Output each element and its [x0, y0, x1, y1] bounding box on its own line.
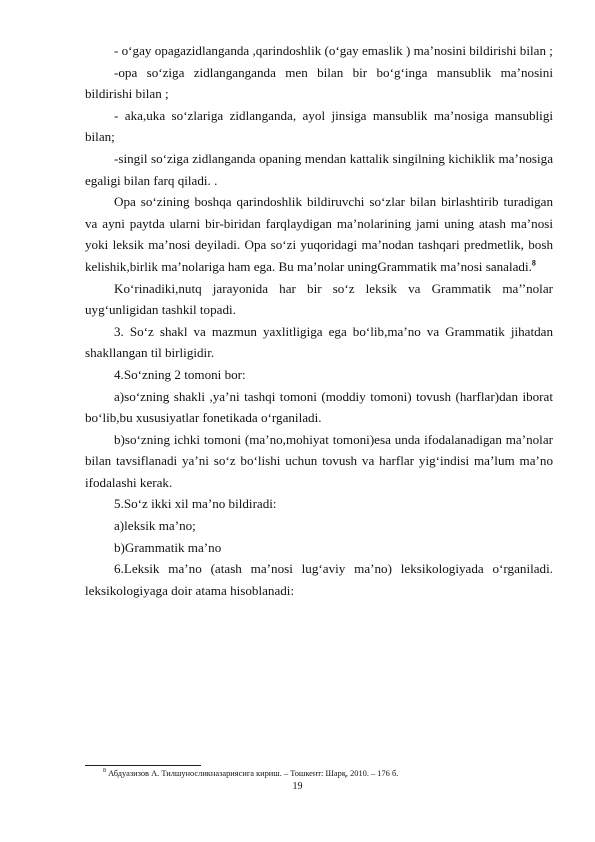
paragraph-point-4: 4.So‘zning 2 tomoni bor: [114, 366, 246, 382]
paragraph-point-6: 6.Leksik ma’no (atash ma’nosi lug‘aviy ma’no) leksikologiyada o‘rganiladi. leksikologiyaga doir atama hisoblanadi: [85, 561, 553, 598]
footnote-divider [85, 765, 201, 766]
paragraph-point-5: 5.So‘z ikki xil ma’no bildiradi: [114, 496, 277, 512]
paragraph-point-5a: a)leksik ma’no; [114, 518, 196, 534]
paragraph-point-5b: b)Grammatik ma’no [114, 539, 222, 555]
paragraph-opa: -opa so‘ziga zidlanganganda men bilan bir bo‘g‘inga mansublik ma’nosini bildirishi bilan ; [85, 64, 553, 102]
paragraph-point-3: 3. So‘z shakl va mazmun yaxlitligiga ega bo‘lib,ma’no va Grammatik jihatdan shakllangan til birligidir. [85, 323, 553, 361]
footnote-reference[interactable]: 8 [531, 258, 536, 268]
paragraph-ogay: - o‘gay opagazidlanganda ,qarindoshlik (o‘gay emaslik ) ma’nosini bildirishi bilan ; [114, 43, 553, 58]
paragraph-opa-meaning [85, 191, 553, 277]
page-number: 19 [292, 781, 303, 792]
footnote-mark: 8 [103, 768, 106, 775]
paragraph-point-4a: a)so‘zning shakli ,ya’ni tashqi tomoni (moddiy tomoni) tovush (harflar)dan iborat bo‘lib,bu xususiyatlar fonetikada o‘rganiladi. [85, 388, 553, 426]
page-body [85, 40, 553, 601]
footnote-text: Абдуазизов А. Тилшуносликназариясига кириш. – Тошкент: Шарқ, 2010. – 176 б. [106, 769, 399, 778]
paragraph-singil: -singil so‘ziga zidlanganda opaning mendan kattalik singilning kichiklik ma’nosiga egaligi bilan farq qiladi. . [85, 150, 553, 188]
paragraph-korinadiki: Ko‘rinadiki,nutq jarayonida har bir so‘z leksik va Grammatik ma’’nolar uyg‘unligidan tashkil topadi. [85, 280, 553, 318]
paragraph-aka-uka: - aka,uka so‘zlariga zidlanganda, ayol jinsiga mansublik ma’nosiga mansubligi bilan; [85, 107, 553, 145]
paragraph-point-4b: b)so‘zning ichki tomoni (ma’no,mohiyat tomoni)esa unda ifodalanadigan ma’nolar bilan tavsiflanadi ya’ni so‘z bo‘lishi uchun tovush va harflar yig‘indisi ma’lum ma’no ifodalashi kerak. [85, 431, 553, 490]
footnote [103, 768, 553, 779]
paragraph-opa-meaning-text: Opa so‘zining boshqa qarindoshlik bildiruvchi so‘zlar bilan birlashtirib turadigan va ayni paytda ularni bir-biridan farqlaydigan ma’nolarining jami uning atash ma’nosi yoki leksik ma’nosi deyiladi. Opa so‘zi yuqoridagi ma’nodan tashqari predmetlik, bosh kelishik,birlik ma’nolariga ham ega. Bu ma’nolar uningGrammatik ma’nosi sanaladi. [85, 194, 553, 274]
